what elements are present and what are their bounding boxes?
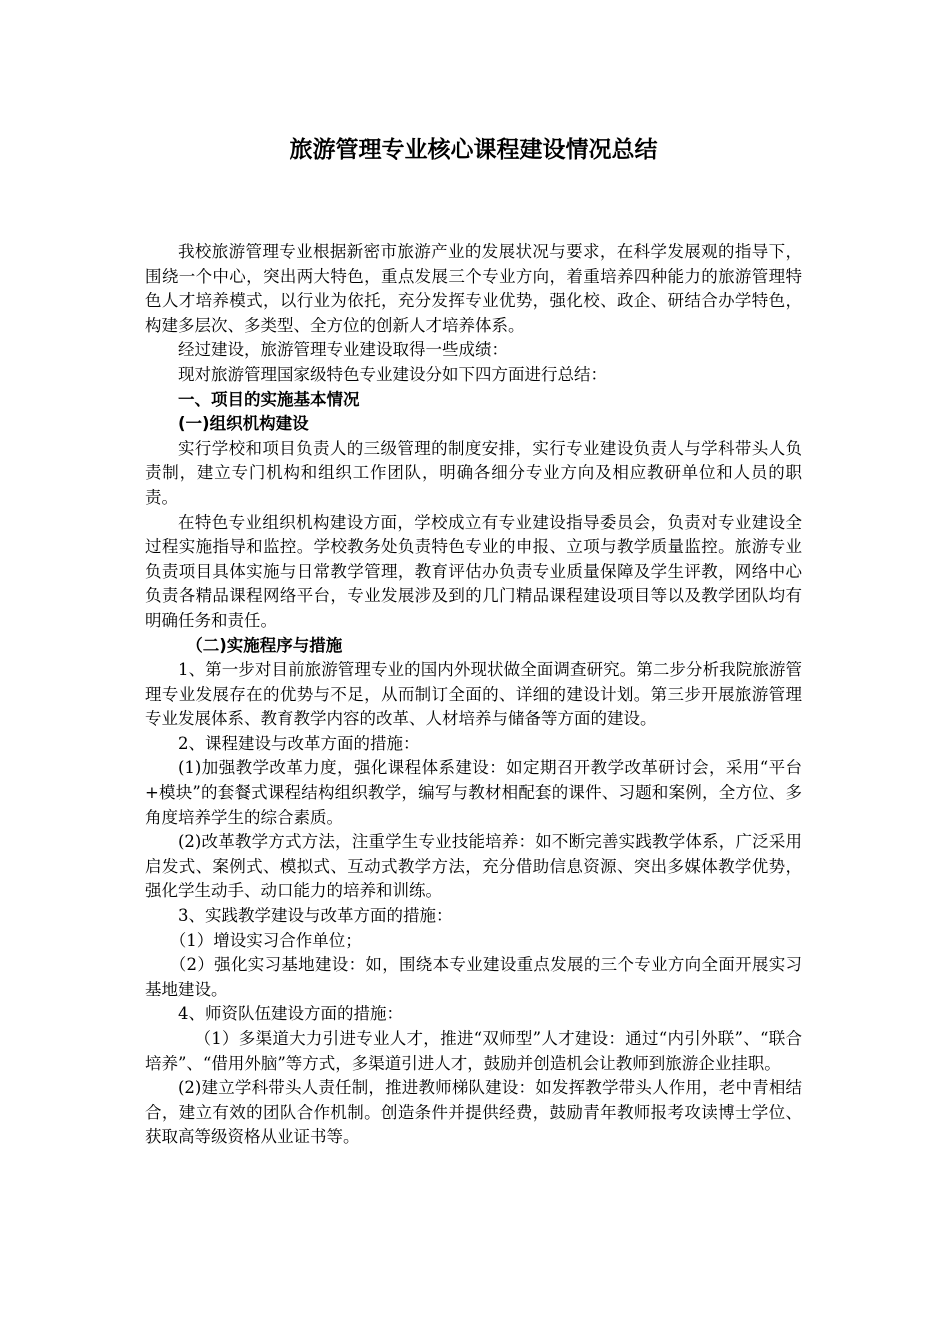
paragraph-course-measure-1: (1)加强教学改革力度，强化课程体系建设：如定期召开教学改革研讨会，采用“平台+模块”的套餐式课程结构组织教学，编写与教材相配套的课件、习题和案例，全方位、多角度培养学生的综合素质。 — [145, 758, 802, 827]
paragraph-faculty-measures: 4、师资队伍建设方面的措施： — [178, 1004, 403, 1024]
paragraph-faculty-measure-1: （1）多渠道大力引进专业人才，推进“双师型”人才建设：通过“内引外联”、“联合培养”、“借用外脑”等方式，多渠道引进人才，鼓励并创造机会让教师到旅游企业挂职。 — [145, 1029, 802, 1073]
section-heading-1: 一、项目的实施基本情况 — [178, 389, 360, 409]
paragraph-faculty-measure-2: (2)建立学科带头人责任制，推进教师梯队建设：如发挥教学带头人作用，老中青相结合，建立有效的团队合作机制。创造条件并提供经费，鼓励青年教师报考攻读博士学位、获取高等级资格从业证书等。 — [145, 1078, 802, 1147]
paragraph-achievements: 经过建设，旅游管理专业建设取得一些成绩： — [178, 340, 508, 360]
paragraph-intro: 我校旅游管理专业根据新密市旅游产业的发展状况与要求，在科学发展观的指导下，围绕一个中心，突出两大特色，重点发展三个专业方向，着重培养四种能力的旅游管理特色人才培养模式，以行业为依托，充分发挥专业优势，强化校、政企、研结合办学特色，构建多层次、多类型、全方位的创新人才培养体系。 — [145, 242, 802, 335]
paragraph-practice-measure-1: （1）增设实习合作单位； — [169, 930, 362, 950]
paragraph-practice-measures: 3、实践教学建设与改革方面的措施： — [178, 906, 453, 926]
paragraph-course-measures: 2、课程建设与改革方面的措施： — [178, 733, 420, 753]
paragraph-steps: 1、第一步对目前旅游管理专业的国内外现状做全面调查研究。第二步分析我院旅游管理专业发展存在的优势与不足，从而制订全面的、详细的建设计划。第三步开展旅游管理专业发展体系、教育教学内容的改革、人材培养与储备等方面的建设。 — [145, 660, 802, 729]
paragraph-summary-intro: 现对旅游管理国家级特色专业建设分如下四方面进行总结： — [178, 364, 607, 384]
document-body — [145, 240, 802, 1150]
paragraph-management: 实行学校和项目负责人的三级管理的制度安排，实行专业建设负责人与学科带头人负责制，建立专门机构和组织工作团队，明确各细分专业方向及相应教研单位和人员的职责。 — [145, 438, 802, 507]
subsection-heading-2: （二)实施程序与措施 — [186, 635, 343, 655]
document-title: 旅游管理专业核心课程建设情况总结 — [289, 137, 658, 163]
subsection-heading-1: (一)组织机构建设 — [178, 414, 309, 434]
paragraph-practice-measure-2: （2）强化实习基地建设：如，围绕本专业建设重点发展的三个专业方向全面开展实习基地建设。 — [145, 955, 802, 999]
paragraph-course-measure-2: (2)改革教学方式方法，注重学生专业技能培养：如不断完善实践教学体系，广泛采用启发式、案例式、模拟式、互动式教学方法，充分借助信息资源、突出多媒体教学优势，强化学生动手、动口能力的培养和训练。 — [145, 832, 802, 901]
paragraph-organization: 在特色专业组织机构建设方面，学校成立有专业建设指导委员会，负责对专业建设全过程实施指导和监控。学校教务处负责特色专业的申报、立项与教学质量监控。旅游专业负责项目具体实施与日常教学管理，教育评估办负责专业质量保障及学生评教，网络中心负责各精品课程网络平台，专业发展涉及到的几门精品课程建设项目等以及教学团队均有明确任务和责任。 — [145, 512, 802, 630]
